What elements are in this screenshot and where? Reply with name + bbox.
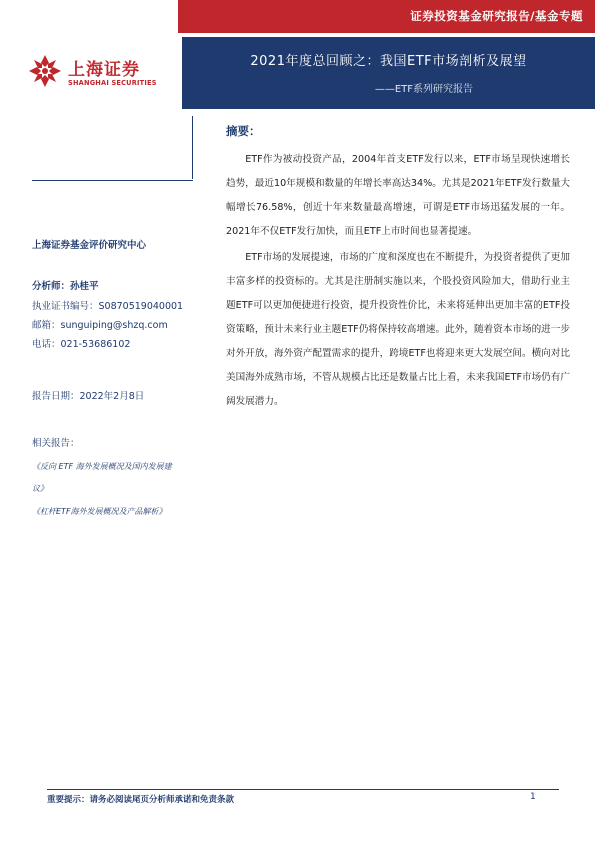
related-reports-heading: 相关报告： <box>32 438 80 449</box>
research-center: 上海证券基金评价研究中心 <box>32 240 147 251</box>
footer-notice: 重要提示：请务必阅读尾页分析师承诺和免责条款 <box>47 795 235 805</box>
report-subtitle: ——ETF系列研究报告 <box>374 84 473 95</box>
sidebar-divider-vertical <box>192 116 193 179</box>
analyst-license: 执业证书编号：S0870519040001 <box>32 301 184 312</box>
header-title-banner <box>182 37 595 109</box>
report-title: 2021年度总回顾之：我国ETF市场剖析及展望 <box>250 54 527 69</box>
abstract-paragraph: ETF市场的发展提速，市场的广度和深度也在不断提升，为投资者提供了更加丰富多样的投资标的。尤其是注册制实施以来，个股投资风险加大，借助行业主题ETF可以更加便捷进行投资，提升投资性价比，未来将延伸出更加丰富的ETF投资策略，预计未来行业主题ETF仍将保持较高增速。此外，随着资本市场的进一步对外开放，海外资产配置需求的提升，跨境ETF也将迎来更大发展空间。横向对比美国海外成熟市场，不管从规模占比还是数量占比上看，未来我国ETF市场仍有广阔发展潜力。 <box>226 252 570 407</box>
analyst-email: 邮箱：sunguiping@shzq.com <box>32 320 168 331</box>
related-report-link[interactable]: 《杠杆ETF海外发展概况及产品解析》 <box>32 507 167 516</box>
logo-mark-icon <box>28 54 62 88</box>
series-label: 证券投资基金研究报告/基金专题 <box>410 9 583 23</box>
sidebar-divider-horizontal <box>32 180 193 181</box>
report-date: 报告日期：2022年2月8日 <box>32 391 145 402</box>
related-report-link[interactable]: 《反向 ETF 海外发展概况及国内发展建 <box>32 462 172 471</box>
footer-divider <box>47 789 559 790</box>
analyst-name: 分析师：孙桂平 <box>32 281 99 292</box>
page-number: 1 <box>530 792 536 802</box>
related-report-link-cont[interactable]: 议》 <box>32 484 48 493</box>
logo-name-en: SHANGHAI SECURITIES <box>68 79 157 87</box>
abstract-paragraph: ETF作为被动投资产品，2004年首支ETF发行以来，ETF市场呈现快速增长趋势，最近10年规模和数量的年增长率高达34%。尤其是2021年ETF发行数量大幅增长76.58%，创近十年来数量最高增速，可谓是ETF市场迅猛发展的一年。2021年不仅ETF发行加快，而且ETF上市时间也显著提速。 <box>226 154 571 237</box>
logo-name-cn: 上海证券 <box>68 60 140 80</box>
analyst-phone: 电话：021-53686102 <box>32 339 131 350</box>
abstract-heading: 摘要： <box>226 124 261 138</box>
